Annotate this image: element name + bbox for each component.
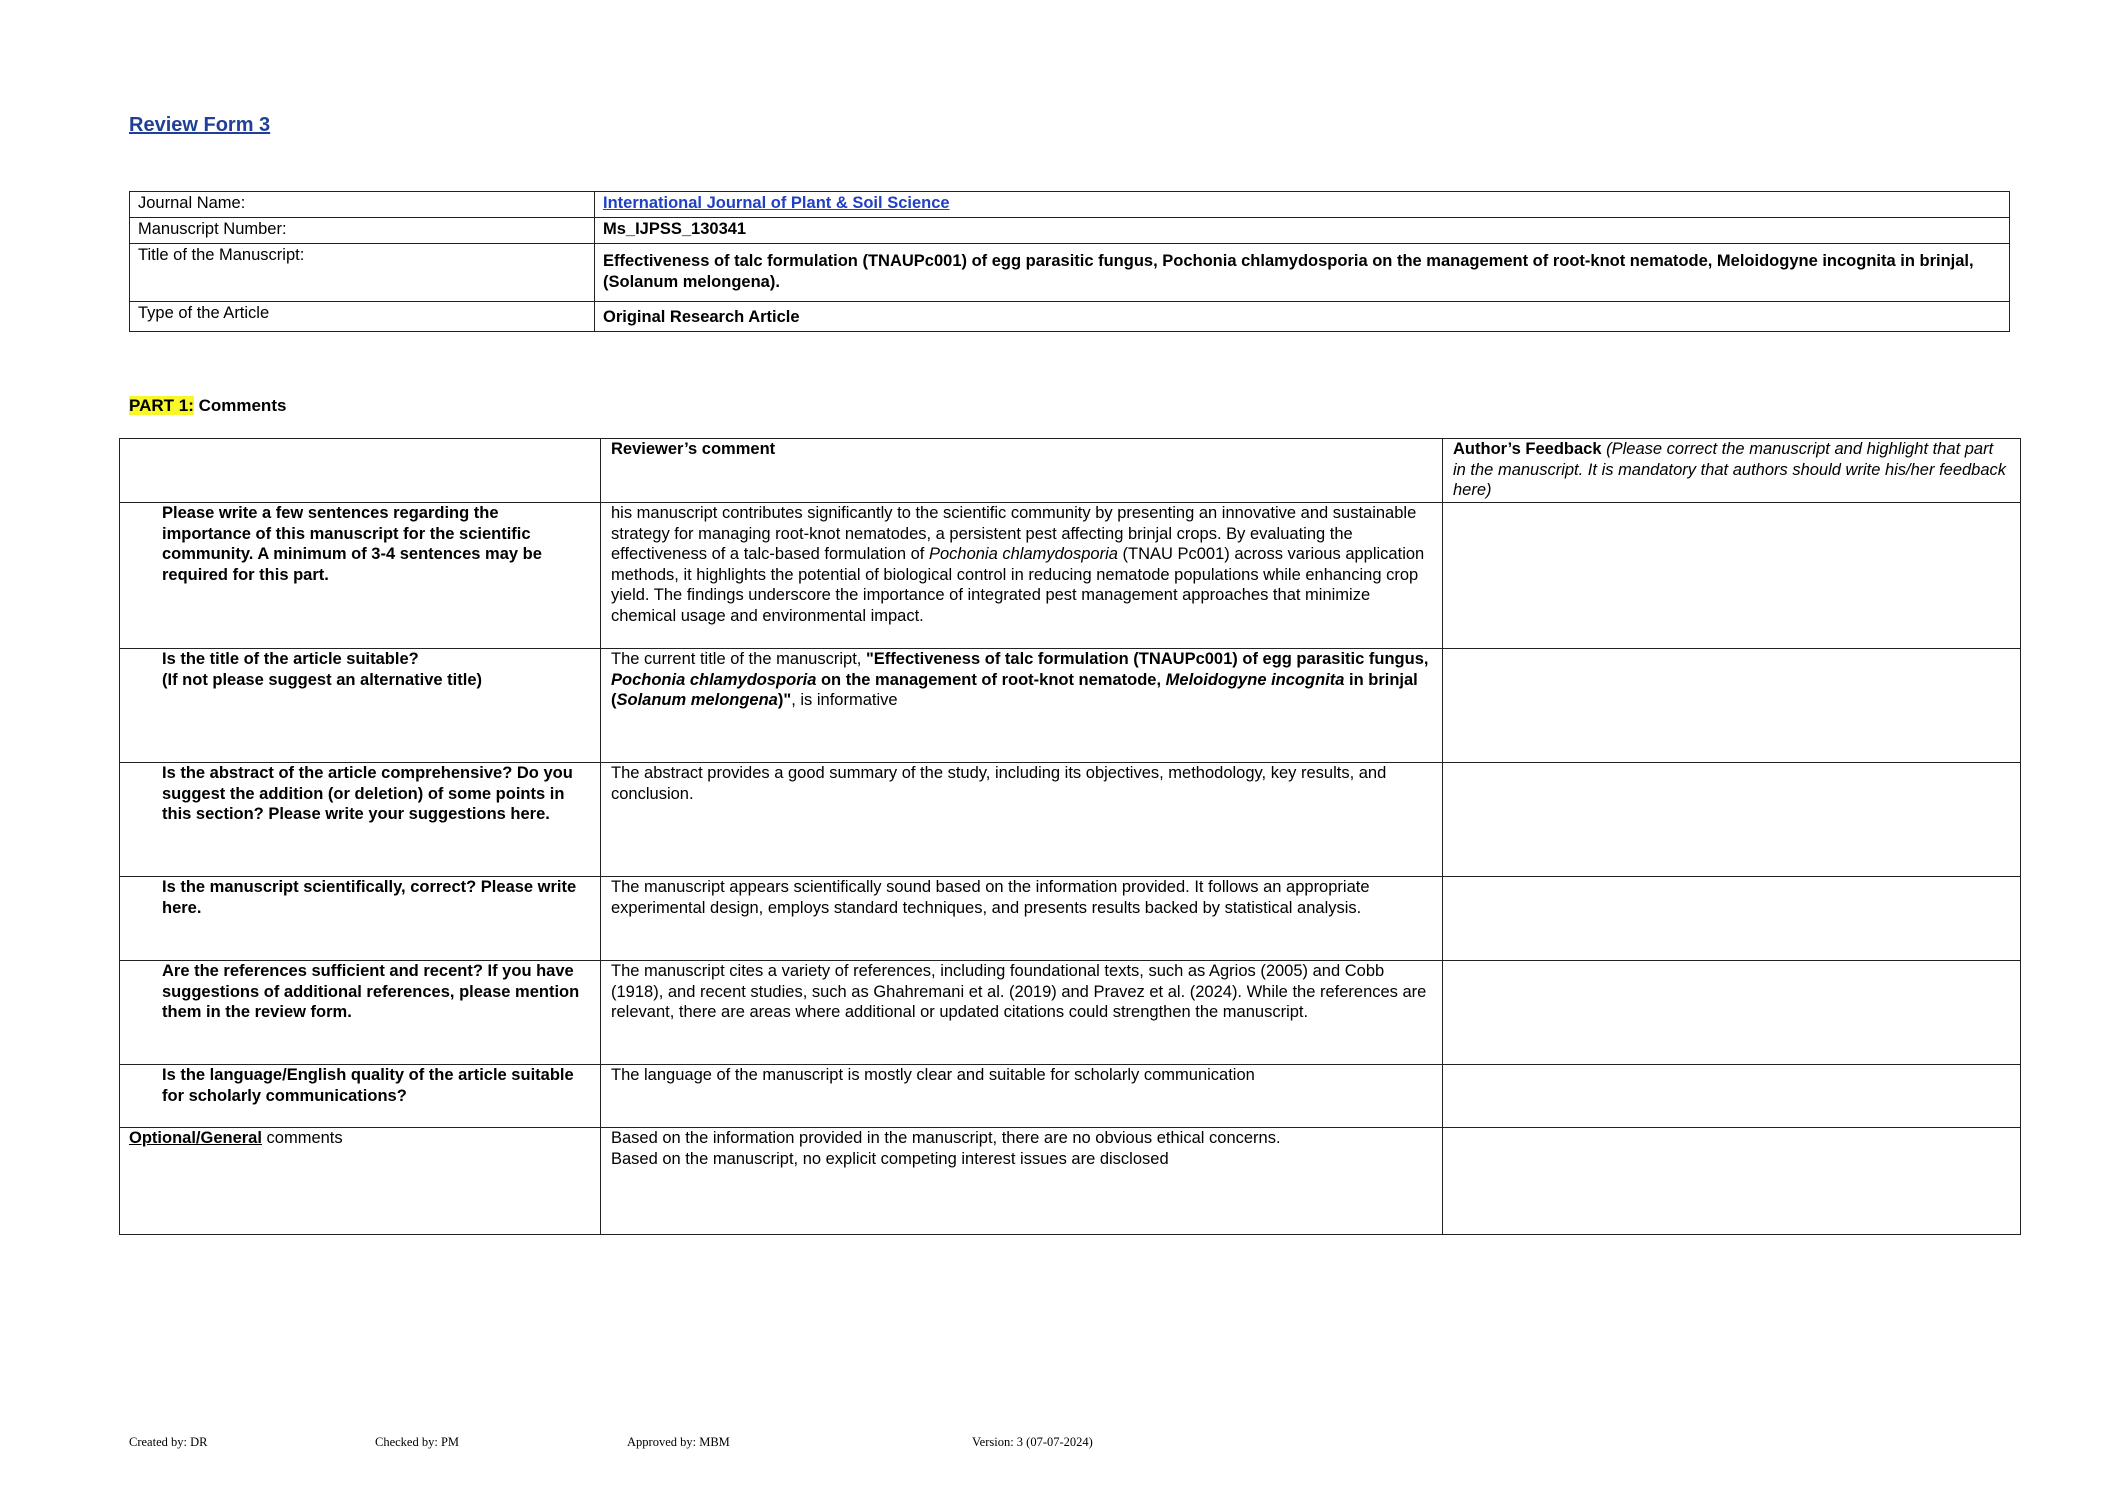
info-row-title (130, 244, 2010, 302)
manuscript-title-value: Effectiveness of talc formulation (TNAUPc001) of egg parasitic fungus, Pochonia chlamydosporia on the management of root-knot nematode, Meloidogyne incognita in brinjal, (Solanum melongena). (595, 244, 2010, 302)
part-1-heading-text: Comments (193, 396, 287, 415)
manuscript-info-table (129, 191, 2010, 332)
footer-created-by: Created by: DR (129, 1435, 208, 1449)
author-feedback-title: Author’s Feedback (1453, 440, 1602, 458)
reviewer-comment-importance (601, 503, 1443, 649)
reviewer-comment-abstract: The abstract provides a good summary of the study, including its objectives, methodology, key results, and conclusion. (601, 763, 1443, 877)
info-row-article-type (130, 302, 2010, 332)
header-empty-cell (120, 439, 601, 503)
comments-text: comments (261, 1129, 343, 1147)
quoted-title: on the management of root-knot nematode, (816, 670, 1166, 689)
author-feedback-cell[interactable] (1443, 1128, 2021, 1235)
table-row (120, 877, 2021, 961)
form-title: Review Form 3 (129, 114, 271, 136)
question-abstract: Is the abstract of the article comprehensive? Do you suggest the addition (or deletion) of some points in this section? Please write your suggestions here. (120, 763, 601, 877)
table-row (120, 961, 2021, 1065)
journal-name-label: Journal Name: (130, 192, 595, 218)
question-language: Is the language/English quality of the article suitable for scholarly communications? (120, 1065, 601, 1128)
comments-table (119, 438, 2021, 1235)
optional-line: Based on the manuscript, no explicit competing interest issues are disclosed (611, 1149, 1169, 1168)
species-name: Pochonia chlamydosporia (611, 670, 817, 689)
species-name: Pochonia chlamydosporia (928, 545, 1118, 563)
quoted-title: "Effectiveness of talc formulation (TNAUPc001) of egg parasitic fungus, (865, 650, 1429, 668)
quoted-title: )" (777, 691, 792, 709)
author-feedback-cell[interactable] (1443, 1065, 2021, 1128)
quoted-title: in brinjal ( (611, 670, 1418, 709)
comments-header-row (120, 439, 2021, 503)
reviewer-comment-header: Reviewer’s comment (601, 439, 1443, 503)
article-type-value: Original Research Article (595, 302, 2010, 332)
author-feedback-cell[interactable] (1443, 877, 2021, 961)
author-feedback-cell[interactable] (1443, 503, 2021, 649)
table-row (120, 763, 2021, 877)
species-name: Solanum melongena (616, 691, 778, 709)
manuscript-title-label: Title of the Manuscript: (130, 244, 595, 302)
species-name: Meloidogyne incognita (1165, 670, 1345, 689)
reviewer-comment-scientific: The manuscript appears scientifically sound based on the information provided. It follows an appropriate experimental design, employs standard techniques, and presents results backed by statistical analysis. (601, 877, 1443, 961)
question-line: Is the title of the article suitable? (162, 650, 419, 668)
author-feedback-instructions: (Please correct the manuscript and highlight that part in the manuscript. It is mandatory that authors should write his/her feedback here) (1453, 440, 2007, 499)
article-type-label: Type of the Article (130, 302, 595, 332)
footer-approved-by: Approved by: MBM (627, 1435, 730, 1449)
author-feedback-cell[interactable] (1443, 961, 2021, 1065)
comment-text: (TNAU Pc001) across various application methods, it highlights the potential of biological control in reducing nematode populations while enhancing crop yield. The findings underscore the importance of integrated pest management approaches that minimize chemical usage and environmental impact. (611, 545, 1425, 625)
author-feedback-header (1443, 439, 2021, 503)
info-row-journal (130, 192, 2010, 218)
question-line: (If not please suggest an alternative title) (162, 670, 482, 689)
question-references: Are the references sufficient and recent? If you have suggestions of additional references, please mention them in the review form. (120, 961, 601, 1065)
journal-name-link[interactable]: International Journal of Plant & Soil Science (603, 194, 950, 212)
part-1-label: PART 1: (129, 396, 194, 415)
table-row (120, 1065, 2021, 1128)
question-title-suitable (120, 649, 601, 763)
part-1-heading (129, 396, 286, 416)
comment-text: , is informative (791, 691, 898, 709)
reviewer-comment-title (601, 649, 1443, 763)
optional-line: Based on the information provided in the manuscript, there are no obvious ethical concerns. (611, 1129, 1281, 1147)
question-importance: Please write a few sentences regarding the importance of this manuscript for the scientific community. A minimum of 3-4 sentences may be required for this part. (120, 503, 601, 649)
optional-general-text: Optional/General (129, 1129, 262, 1147)
comment-text: The current title of the manuscript, (611, 650, 866, 668)
footer-version: Version: 3 (07-07-2024) (972, 1435, 1093, 1449)
table-row (120, 503, 2021, 649)
author-feedback-cell[interactable] (1443, 763, 2021, 877)
optional-comments-row (120, 1128, 2021, 1235)
reviewer-comment-language: The language of the manuscript is mostly clear and suitable for scholarly communication (601, 1065, 1443, 1128)
author-feedback-cell[interactable] (1443, 649, 2021, 763)
question-scientific: Is the manuscript scientifically, correct? Please write here. (120, 877, 601, 961)
footer-checked-by: Checked by: PM (375, 1435, 460, 1449)
reviewer-comment-references: The manuscript cites a variety of references, including foundational texts, such as Agrios (2005) and Cobb (1918), and recent studies, such as Ghahremani et al. (2019) and Pravez et al. (2024). While the references are relevant, there are areas where additional or updated citations could strengthen the manuscript. (601, 961, 1443, 1065)
manuscript-number-label: Manuscript Number: (130, 218, 595, 244)
manuscript-number-value: Ms_IJPSS_130341 (595, 218, 2010, 244)
optional-comments-label (120, 1128, 601, 1235)
info-row-manuscript-number (130, 218, 2010, 244)
optional-comments-text (601, 1128, 1443, 1235)
comment-text: his manuscript contributes significantly to the scientific community by presenting an innovative and sustainable strategy for managing root-knot nematodes, a persistent pest affecting brinjal crops. By evaluating the effectiveness of a talc-based formulation of (611, 504, 1417, 563)
table-row (120, 649, 2021, 763)
